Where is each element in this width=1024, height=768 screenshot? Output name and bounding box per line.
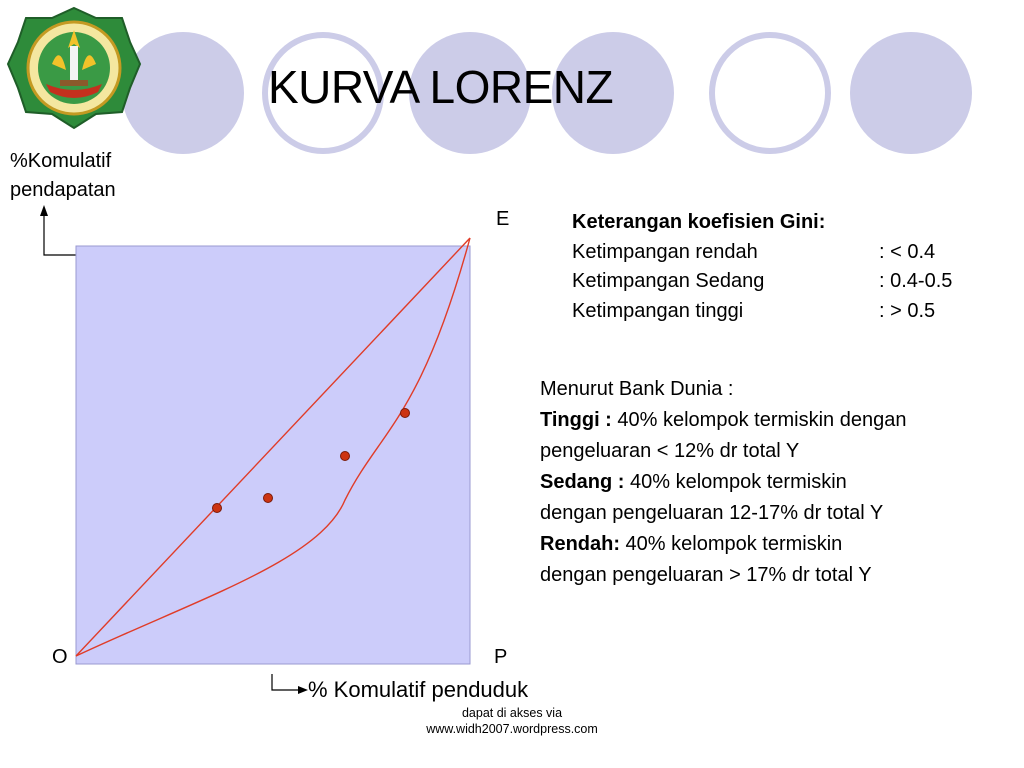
world-bank-key: Tinggi : bbox=[540, 409, 612, 431]
point-label-p: P bbox=[494, 646, 508, 668]
world-bank-intro: Menurut Bank Dunia : bbox=[540, 378, 734, 400]
diagram-box bbox=[76, 246, 470, 664]
world-bank-text: 40% kelompok termiskin bbox=[620, 533, 843, 555]
x-axis-arrow bbox=[272, 674, 300, 690]
x-axis-label: % Komulatif penduduk bbox=[308, 677, 529, 702]
gini-legend-heading: Keterangan koefisien Gini: bbox=[572, 211, 826, 233]
gini-row-high bbox=[572, 297, 952, 327]
y-axis-label-line2: pendapatan bbox=[10, 179, 116, 201]
gini-row-value: : > 0.5 bbox=[879, 299, 936, 322]
world-bank-item-low-line2: dengan pengeluaran > 17% dr total Y bbox=[540, 564, 872, 586]
world-bank-text: 40% kelompok termiskin dengan bbox=[611, 409, 907, 431]
credit-url: www.widh2007.wordpress.com bbox=[426, 722, 598, 736]
data-point bbox=[401, 409, 410, 418]
world-bank-item-medium-line2: dengan pengeluaran 12-17% dr total Y bbox=[540, 502, 884, 524]
y-axis-arrowhead bbox=[40, 205, 48, 216]
point-label-origin: O bbox=[52, 646, 68, 668]
point-label-e: E bbox=[496, 208, 510, 230]
gini-row-label: Ketimpangan rendah bbox=[572, 240, 758, 263]
gini-row-value: : 0.4-0.5 bbox=[879, 270, 953, 292]
credit-line1: dapat di akses via bbox=[461, 706, 563, 720]
source-credit bbox=[412, 705, 612, 737]
world-bank-item-high bbox=[540, 405, 1020, 436]
world-bank-text: 40% kelompok termiskin bbox=[624, 471, 847, 493]
gini-row-label: Ketimpangan Sedang bbox=[572, 270, 765, 292]
gini-legend bbox=[572, 208, 952, 326]
data-point bbox=[264, 494, 273, 503]
gini-row-label: Ketimpangan tinggi bbox=[572, 299, 744, 322]
data-point bbox=[213, 504, 222, 513]
world-bank-item-low bbox=[540, 529, 1020, 560]
world-bank-key: Rendah: bbox=[540, 533, 620, 555]
world-bank-criteria bbox=[540, 374, 1020, 591]
x-axis-arrowhead bbox=[298, 686, 308, 694]
y-axis-arrow bbox=[44, 212, 76, 255]
page-title: KURVA LORENZ bbox=[268, 61, 614, 113]
world-bank-item-high-line2: pengeluaran < 12% dr total Y bbox=[540, 440, 800, 462]
world-bank-item-medium bbox=[540, 467, 1020, 498]
data-point bbox=[341, 452, 350, 461]
gini-row-low bbox=[572, 238, 952, 268]
gini-row-medium bbox=[572, 267, 952, 297]
world-bank-key: Sedang : bbox=[540, 471, 625, 493]
y-axis-label-line1: %Komulatif bbox=[10, 150, 112, 172]
gini-row-value: : < 0.4 bbox=[879, 240, 936, 263]
